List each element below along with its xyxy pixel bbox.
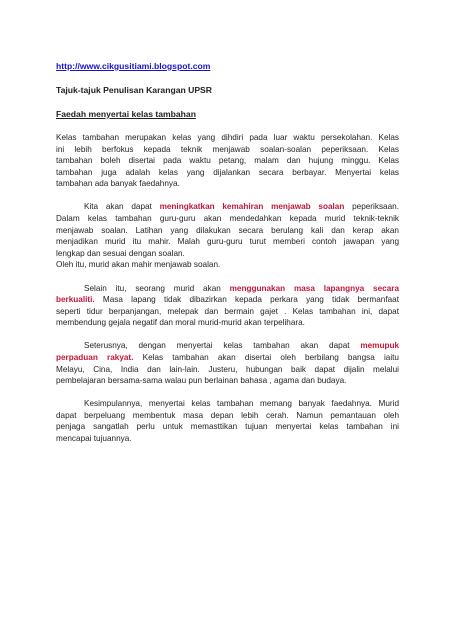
text-run: peperiksaan. — [344, 202, 399, 212]
text-line: Melayu, Cina, India dan lain-lain. Justeru, hubungan baik dapat dijalin melalui — [56, 364, 399, 374]
text-run: Kelas tambahan akan disertai oleh berbilang bangsa iaitu — [133, 353, 399, 362]
text-line: penjaga sangatlah perlu untuk memasttikan tujuan menyertai kelas tambahan ini — [56, 422, 399, 432]
text-line: dapat berpeluang membentuk masa depan lebih cerah. Namun pemantauan oleh — [56, 410, 399, 420]
paragraph-conclusion — [56, 398, 399, 444]
highlight-text: berkualiti. — [56, 295, 95, 305]
text-run: Kesimpulannya, menyertai kelas tambahan memang banyak faedahnya. Murid — [84, 399, 399, 409]
highlight-text: meningkatkan kemahiran menjawab soalan — [159, 202, 345, 212]
text-run: Masa lapang tidak dibazirkan kepada perkara yang tidak bermanfaat — [94, 295, 399, 305]
text-line: mencapai tujuannya. — [56, 434, 132, 444]
blog-link[interactable]: http://www.cikgusitiami.blogspot.com — [56, 61, 211, 71]
text-line: pembelajaran bersama-sama walau pun berlainan bahasa , agama dan budaya. — [56, 376, 347, 386]
highlight-text: perpaduan rakyat. — [56, 353, 134, 362]
text-line: Dalam kelas tambahan guru-guru akan mendedahkan kepada murid teknik-teknik — [56, 214, 399, 224]
text-run: Kita akan dapat — [84, 202, 160, 212]
paragraph-point-2 — [56, 283, 399, 329]
text-line: membendung gejala negatif dan moral murid-murid akan terpelihara. — [56, 318, 305, 328]
essay-title: Faedah menyertai kelas tambahan — [56, 109, 196, 119]
paragraph-intro — [56, 132, 399, 190]
text-run: Selain itu, seorang murid akan — [84, 283, 230, 293]
text-line: lengkap dan sesuai dengan soalan. — [56, 248, 185, 258]
text-line — [56, 352, 399, 364]
text-line: tambahan ada banyak faedahnya. — [56, 179, 180, 189]
highlight-text: memupuk — [360, 341, 399, 351]
text-line: seperti tidur berpanjangan, melepak dan bermain gajet . Kelas tambahan ini, dapat — [56, 306, 399, 316]
text-line — [56, 340, 399, 352]
text-line: tambahan boleh disertai pada waktu petang, malam dan hujung minggu. Kelas — [56, 156, 399, 166]
paragraph-point-3 — [56, 340, 399, 386]
text-line — [56, 283, 399, 295]
highlight-text: menggunakan masa lapangnya secara — [229, 283, 399, 293]
text-line: tambahan juga adalah kelas yang dijalankan secara berbayar. Menyertai kelas — [56, 167, 399, 177]
text-line: Kelas tambahan merupakan kelas yang dihdiri pada luar waktu persekolahan. Kelas — [56, 133, 399, 142]
text-line: menjawab soalan. Latihan yang dilakukan secara berulang kali dan kerap akan — [56, 225, 399, 235]
document-title: Tajuk-tajuk Penulisan Karangan UPSR — [56, 85, 212, 95]
text-run: Seterusnya, dengan menyertai kelas tambahan akan dapat — [84, 341, 361, 351]
text-line: ini lebih berfokus kepada teknik menjawab soalan-soalan peperiksaan. Kelas — [56, 144, 399, 154]
text-line — [56, 294, 399, 306]
text-line: Oleh itu, murid akan mahir menjawab soalan. — [56, 260, 221, 270]
paragraph-point-1 — [56, 201, 399, 271]
text-line: menjadikan murid itu mahir. Malah guru-guru turut memberi contoh jawapan yang — [56, 237, 399, 247]
text-line — [56, 398, 399, 410]
text-line — [56, 201, 399, 213]
